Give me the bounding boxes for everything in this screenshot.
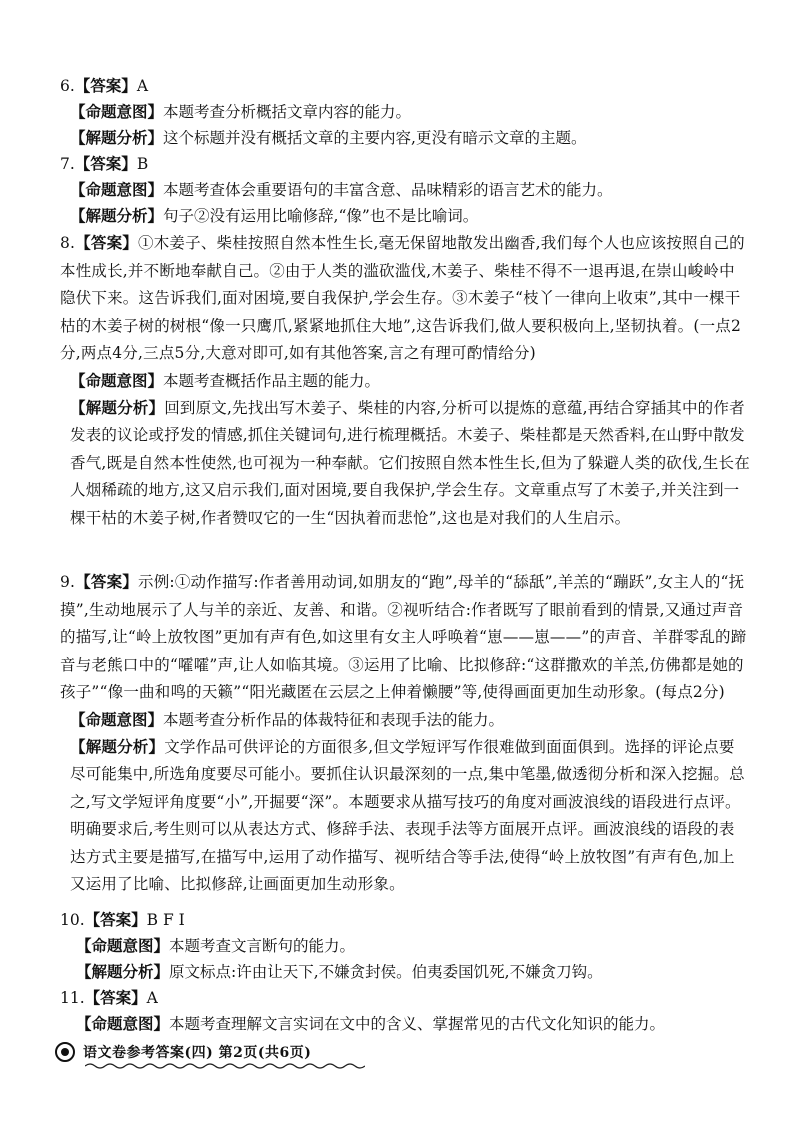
q8-intent: 【命题意图】本题考查概括作品主题的能力。 [70,370,381,390]
question-10 [60,907,750,985]
question-11 [60,985,750,1037]
q11-answer: 11.【答案】A [60,988,158,1007]
q10-intent: 【命题意图】本题考查文言断句的能力。 [76,936,356,955]
q10-analysis: 【解题分析】原文标点:许由让天下,不嫌贪封侯。伯夷委国饥死,不嫌贪刀钩。 [76,962,603,981]
q7-answer: 7.【答案】B [60,154,149,173]
q8-analysis: 【解题分析】回到原文,先找出写木姜子、柴桂的内容,分析可以提炼的意蕴,再结合穿插其中的作者发表的议论或抒发的情感,抓住关键词句,进行梳理概括。木姜子、柴桂都是天然香料,在山野中散发香气,既是自然本性使然,也可视为一种奉献。它们按照自然本性生长,但为了躲避人类的砍伐,生长在人烟稀疏的地方,这又启示我们,面对困境,要自我保护,学会生存。文章重点写了木姜子,并关注到一棵干枯的木姜子树,作者赞叹它的一生“因执着而悲怆”,这也是对我们的人生启示。 [70,397,750,527]
question-8 [60,229,750,532]
q8-answer: 8.【答案】①木姜子、柴桂按照自然本性生长,毫无保留地散发出幽香,我们每个人也应该按照自己的本性成长,并不断地奉献自己。②由于人类的滥砍滥伐,木姜子、柴桂不得不一退再退,在崇山峻岭中隐伏下来。这告诉我们,面对困境,要自我保护,学会生存。③木姜子“枝丫一律向上收束”,其中一棵干枯的木姜子树的树根“像一只鹰爪,紧紧地抓住大地”,这告诉我们,做人要积极向上,坚韧执着。(一点2分,两点4分,三点5分,大意对即可,如有其他答案,言之有理可酌情给分) [60,233,745,362]
q6-answer: 6.【答案】A [60,76,149,95]
question-7 [60,151,750,229]
q10-answer: 10.【答案】B F I [60,910,185,929]
question-9 [60,568,750,899]
q7-analysis: 【解题分析】句子②没有运用比喻修辞,“像”也不是比喻词。 [70,206,479,225]
q6-analysis: 【解题分析】这个标题并没有概括文章的主要内容,更没有暗示文章的主题。 [70,128,587,147]
q9-analysis: 【解题分析】文学作品可供评论的方面很多,但文学短评写作很难做到面面俱到。选择的评论点要尽可能集中,所选角度要尽可能小。要抓住认识最深刻的一点,集中笔墨,做透彻分析和深入挖掘。总之,写文学短评角度要“小”,开掘要“深”。本题要求从描写技巧的角度对画波浪线的语段进行点评。明确要求后,考生则可以从表达方式、修辞手法、表现手法等方面展开点评。画波浪线的语段的表达方式主要是描写,在描写中,运用了动作描写、视听结合等手法,使得“岭上放牧图”有声有色,加上又运用了比喻、比拟修辞,让画面更加生动形象。 [70,736,745,893]
page-footer [55,1040,311,1064]
question-6 [60,73,750,151]
logo-icon [55,1042,75,1062]
q9-intent: 【命题意图】本题考查分析作品的体裁特征和表现手法的能力。 [70,709,505,729]
wavy-underline [85,1062,365,1070]
q7-intent: 【命题意图】本题考查体会重要语句的丰富含意、品味精彩的语言艺术的能力。 [70,180,613,199]
q6-intent: 【命题意图】本题考查分析概括文章内容的能力。 [70,102,412,121]
footer-text: 语文卷参考答案(四) 第2页(共6页) [83,1045,312,1061]
q9-answer: 9.【答案】示例:①动作描写:作者善用动词,如朋友的“跑”,母羊的“舔舐”,羊羔的“蹦跃”,女主人的“抚摸”,生动地展示了人与羊的亲近、友善、和谐。②视听结合:作者既写了眼前看到的情景,又通过声音的描写,让“岭上放牧图”更加有声有色,如这里有女主人呼唤着“崽——崽——”的声音、羊群零乱的蹄音与老熊口中的“嚯嚯”声,让人如临其境。③运用了比喻、比拟修辞:“这群撒欢的羊羔,仿佛都是她的孩子”“像一曲和鸣的天籁”“阳光藏匿在云层之上伸着懒腰”等,使得画面更加生动形象。(每点2分) [60,572,747,701]
q11-intent: 【命题意图】本题考查理解文言实词在文中的含义、掌握常见的古代文化知识的能力。 [76,1014,666,1033]
